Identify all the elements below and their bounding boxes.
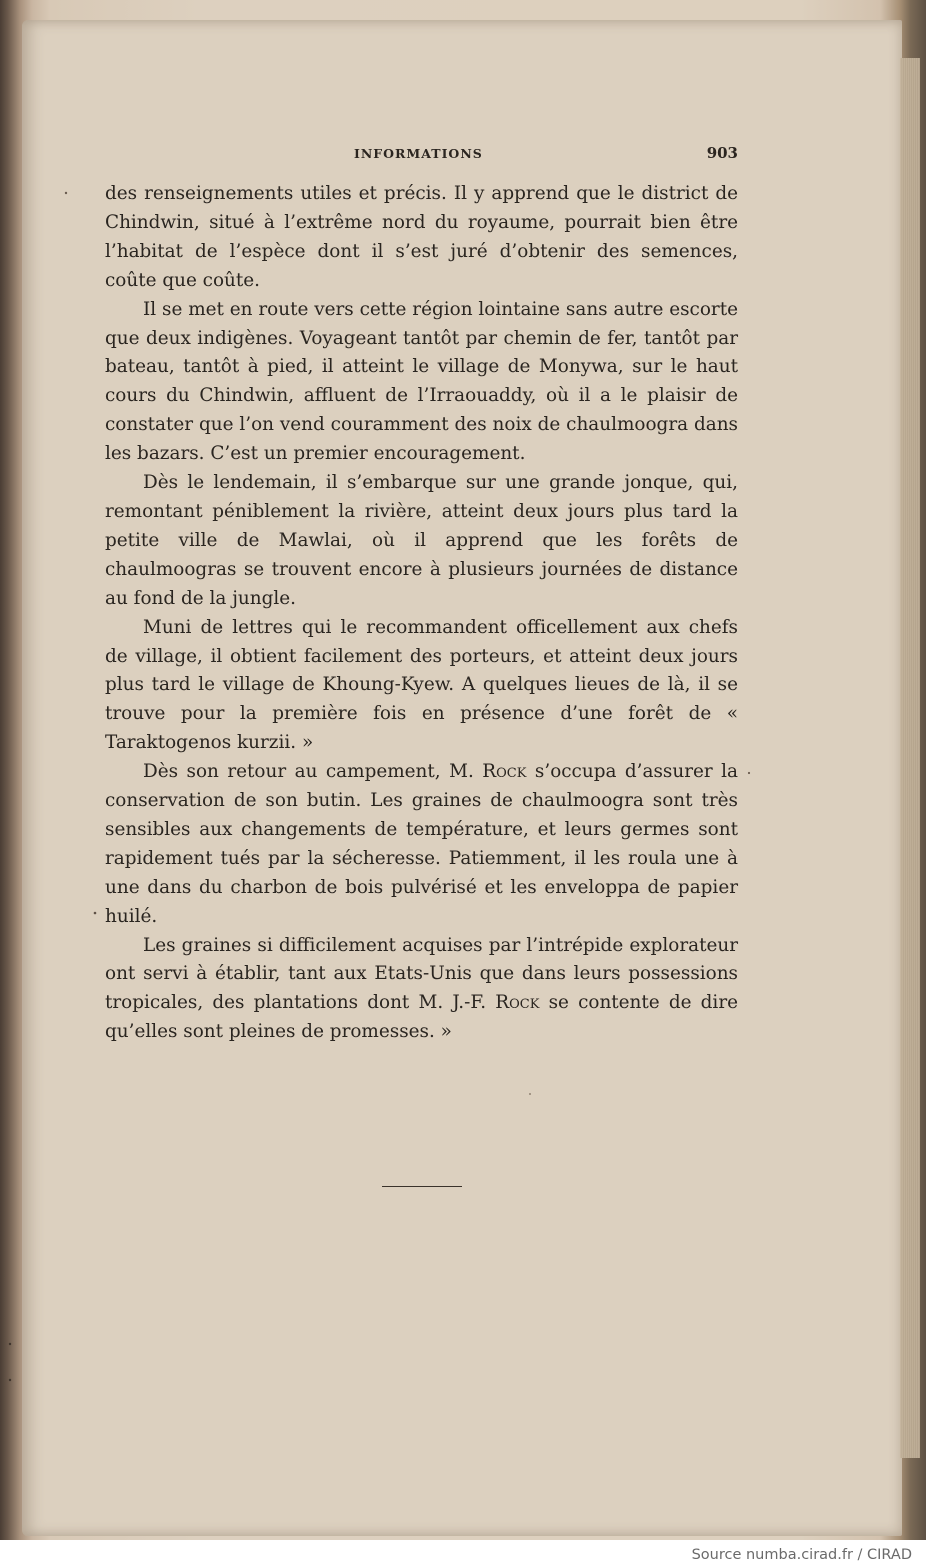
- body-text: [105, 180, 738, 1047]
- paragraph: Dès le lendemain, il s’embarque sur une grande jonque, qui, remontant péniblement la rivière, atteint deux jours plus tard la petite ville de Mawlai, où il apprend que les forêts de chaulmoogras se trouvent encore à plusieurs journées de distance au fond de la jungle.: [105, 472, 738, 609]
- section-divider: [382, 1186, 462, 1187]
- paragraph: des renseignements utiles et précis. Il y apprend que le district de Chindwin, situé à l’extrême nord du royaume, pourrait bien être l’habitat de l’espèce dont il s’est juré d’obtenir des semences, coûte que coûte.: [105, 183, 738, 291]
- person-name: Rock: [482, 761, 527, 783]
- page-number: 903: [706, 144, 738, 162]
- paragraph-text: se contente de dire qu’elles sont pleines de promesses. »: [105, 992, 738, 1043]
- person-name: Rock: [495, 992, 540, 1014]
- paragraph-text: s’occupa d’assurer la conservation de son butin. Les graines de chaulmoogra sont très sensibles aux changements de température, et leurs germes sont rapidement tués par la sécheresse. Patiemment, il les roula une à une dans du charbon de bois pulvérisé et les enveloppa de papier huilé.: [105, 761, 738, 927]
- speck: [9, 1379, 11, 1381]
- source-credit: Source numba.cirad.fr / CIRAD: [691, 1547, 912, 1563]
- speck: [529, 1093, 531, 1095]
- paragraph: Muni de lettres qui le recommandent officellement aux chefs de village, il obtient facilement des porteurs, et atteint deux jours plus tard le village de Khoung-Kyew. A quelques lieues de là, il se trouve pour la première fois en présence d’une forêt de « Taraktogenos kurzii. »: [105, 616, 738, 754]
- speck: [9, 1343, 11, 1345]
- speck: [94, 912, 97, 915]
- paragraph-text: Dès son retour au campement, M.: [143, 761, 483, 783]
- speck: [65, 192, 67, 194]
- speck: [748, 772, 750, 774]
- header-title: INFORMATIONS: [354, 146, 483, 161]
- paragraph-text: Les graines si difficilement acquises par l’intrépide explorateur ont servi à établir, tant aux Etats-Unis que dans leurs possessions tropicales, des plantations dont M. J.-F.: [105, 934, 738, 1014]
- paragraph: Il se met en route vers cette région lointaine sans autre escorte que deux indigènes. Voyageant tantôt par chemin de fer, tantôt par bateau, tantôt à pied, il atteint le village de Monywa, sur le haut cours du Chindwin, affluent de l’Irraouaddy, où il a le plaisir de constater que l’on vend couramment des noix de chaulmoogra dans les bazars. C’est un premier encouragement.: [105, 298, 738, 465]
- paragraph: [105, 758, 738, 931]
- paragraph: [105, 932, 738, 1048]
- running-header: [100, 144, 740, 168]
